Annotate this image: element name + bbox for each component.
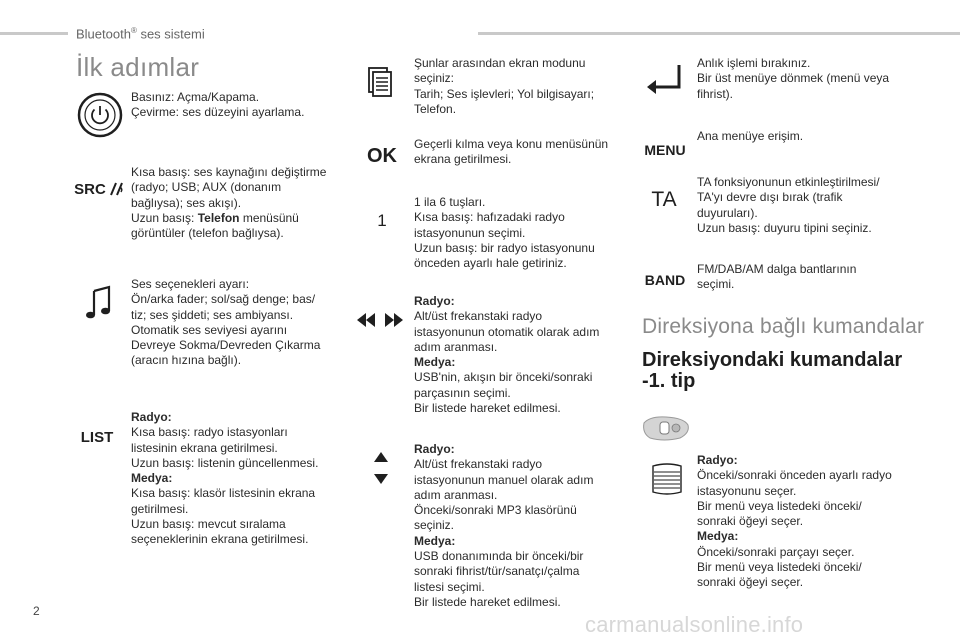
list-button-icon: LIST [80, 428, 114, 446]
section-header: Bluetooth® ses sistemi [76, 26, 205, 42]
menu-button-icon: MENU [644, 142, 686, 158]
display-mode-description: Şunlar arasından ekran modunu seçiniz: Tarih; Ses işlevleri; Yol bilgisayarı; Telefon. [414, 56, 595, 116]
band-description: FM/DAB/AM dalga bantlarının seçimi. [697, 262, 857, 292]
wheel-description: Radyo: Önceki/sonraki önceden ayarlı radyo istasyonunu seçer. Bir menü veya listedeki önceki/ sonraki öğeyi seçer. Medya: Önceki/sonraki parçayı seçer. Bir menü veya listedeki önceki/ sonraki öğeyi seçer. [697, 453, 892, 590]
manual-seek-description: Radyo: Alt/üst frekanstaki radyo istasyonunun manuel olarak adım adım aranması. Önceki/sonraki MP3 klasörünü seçiniz. Medya: USB donanımında bir önceki/bir sonraki fihrist/tür/sanatçı/çalma listesi seçimi. Bir listede hareket edilmesi. [414, 442, 594, 609]
seek-description: Radyo: Alt/üst frekanstaki radyo istasyonunun otomatik olarak adım adım aranması. Medya: USB'nin, akışın bir önceki/sonraki parçasının seçimi. Bir listede hareket edilmesi. [414, 294, 600, 416]
src-description: Kısa basış: ses kaynağını değiştirme (radyo; USB; AUX (donanım bağlıysa); ses akışı). Uzun basış: Telefon menüsünü görüntüler (telefon bağlıysa). [131, 165, 327, 241]
preset-description: 1 ila 6 tuşları. Kısa basış: hafızadaki radyo istasyonunun seçimi. Uzun basış: bir radyo istasyonunu önceden ayarlı hale getiriniz. [414, 195, 595, 271]
menu-description: Ana menüye erişim. [697, 129, 804, 143]
up-down-arrows-icon [370, 450, 392, 486]
page-title: İlk adımlar [76, 52, 200, 82]
steering-controls-subheading: Direksiyondaki kumandalar -1. tip [642, 349, 903, 392]
header-rule-left [0, 32, 68, 35]
ta-description: TA fonksiyonunun etkinleştirilmesi/ TA'yı devre dışı bırak (trafik duyuruları). Uzun basış: duyuru tipini seçiniz. [697, 175, 880, 235]
wheel-thumbwheel-icon [649, 462, 685, 496]
header-rule-right [478, 32, 960, 35]
page-number: 2 [33, 604, 40, 618]
band-button-icon: BAND [644, 272, 686, 288]
ok-description: Geçerli kılma veya konu menüsünün ekrana getirilmesi. [414, 137, 609, 167]
power-description: Basınız: Açma/Kapama. Çevirme: ses düzeyini ayarlama. [131, 90, 305, 120]
src-button-icon: SRC [74, 178, 126, 200]
display-mode-icon [366, 64, 396, 100]
steering-controls-heading: Direksiyona bağlı kumandalar [642, 315, 925, 338]
back-arrow-icon [644, 60, 684, 96]
ok-button-icon: OK [367, 144, 397, 167]
steering-switch-icon [640, 413, 692, 443]
list-description: Radyo: Kısa basış: radyo istasyonları listesinin ekrana getirilmesi. Uzun basış: listenin güncellenmesi. Medya: Kısa basış: klasör listesinin ekrana getirilmesi. Uzun basış: mevcut sıralama seçeneklerinin ekrana getirilmesi. [131, 410, 319, 547]
watermark: carmanualsonline.info [585, 612, 804, 637]
ta-button-icon: TA [651, 188, 677, 211]
back-description: Anlık işlemi bırakınız. Bir üst menüye dönmek (menü veya fihrist). [697, 56, 890, 101]
seek-arrows-icon [355, 310, 405, 330]
music-note-icon [84, 282, 114, 322]
audio-settings-description: Ses seçenekleri ayarı: Ön/arka fader; sol/sağ denge; bas/ tiz; ses şiddeti; ses ambiyansı. Otomatik ses seviyesi ayarını Devreye Sokma/Devreden Çıkarma (aracın hızına bağlı). [131, 277, 321, 368]
preset-1-button-icon: 1 [377, 211, 387, 230]
power-button-icon [75, 90, 125, 140]
